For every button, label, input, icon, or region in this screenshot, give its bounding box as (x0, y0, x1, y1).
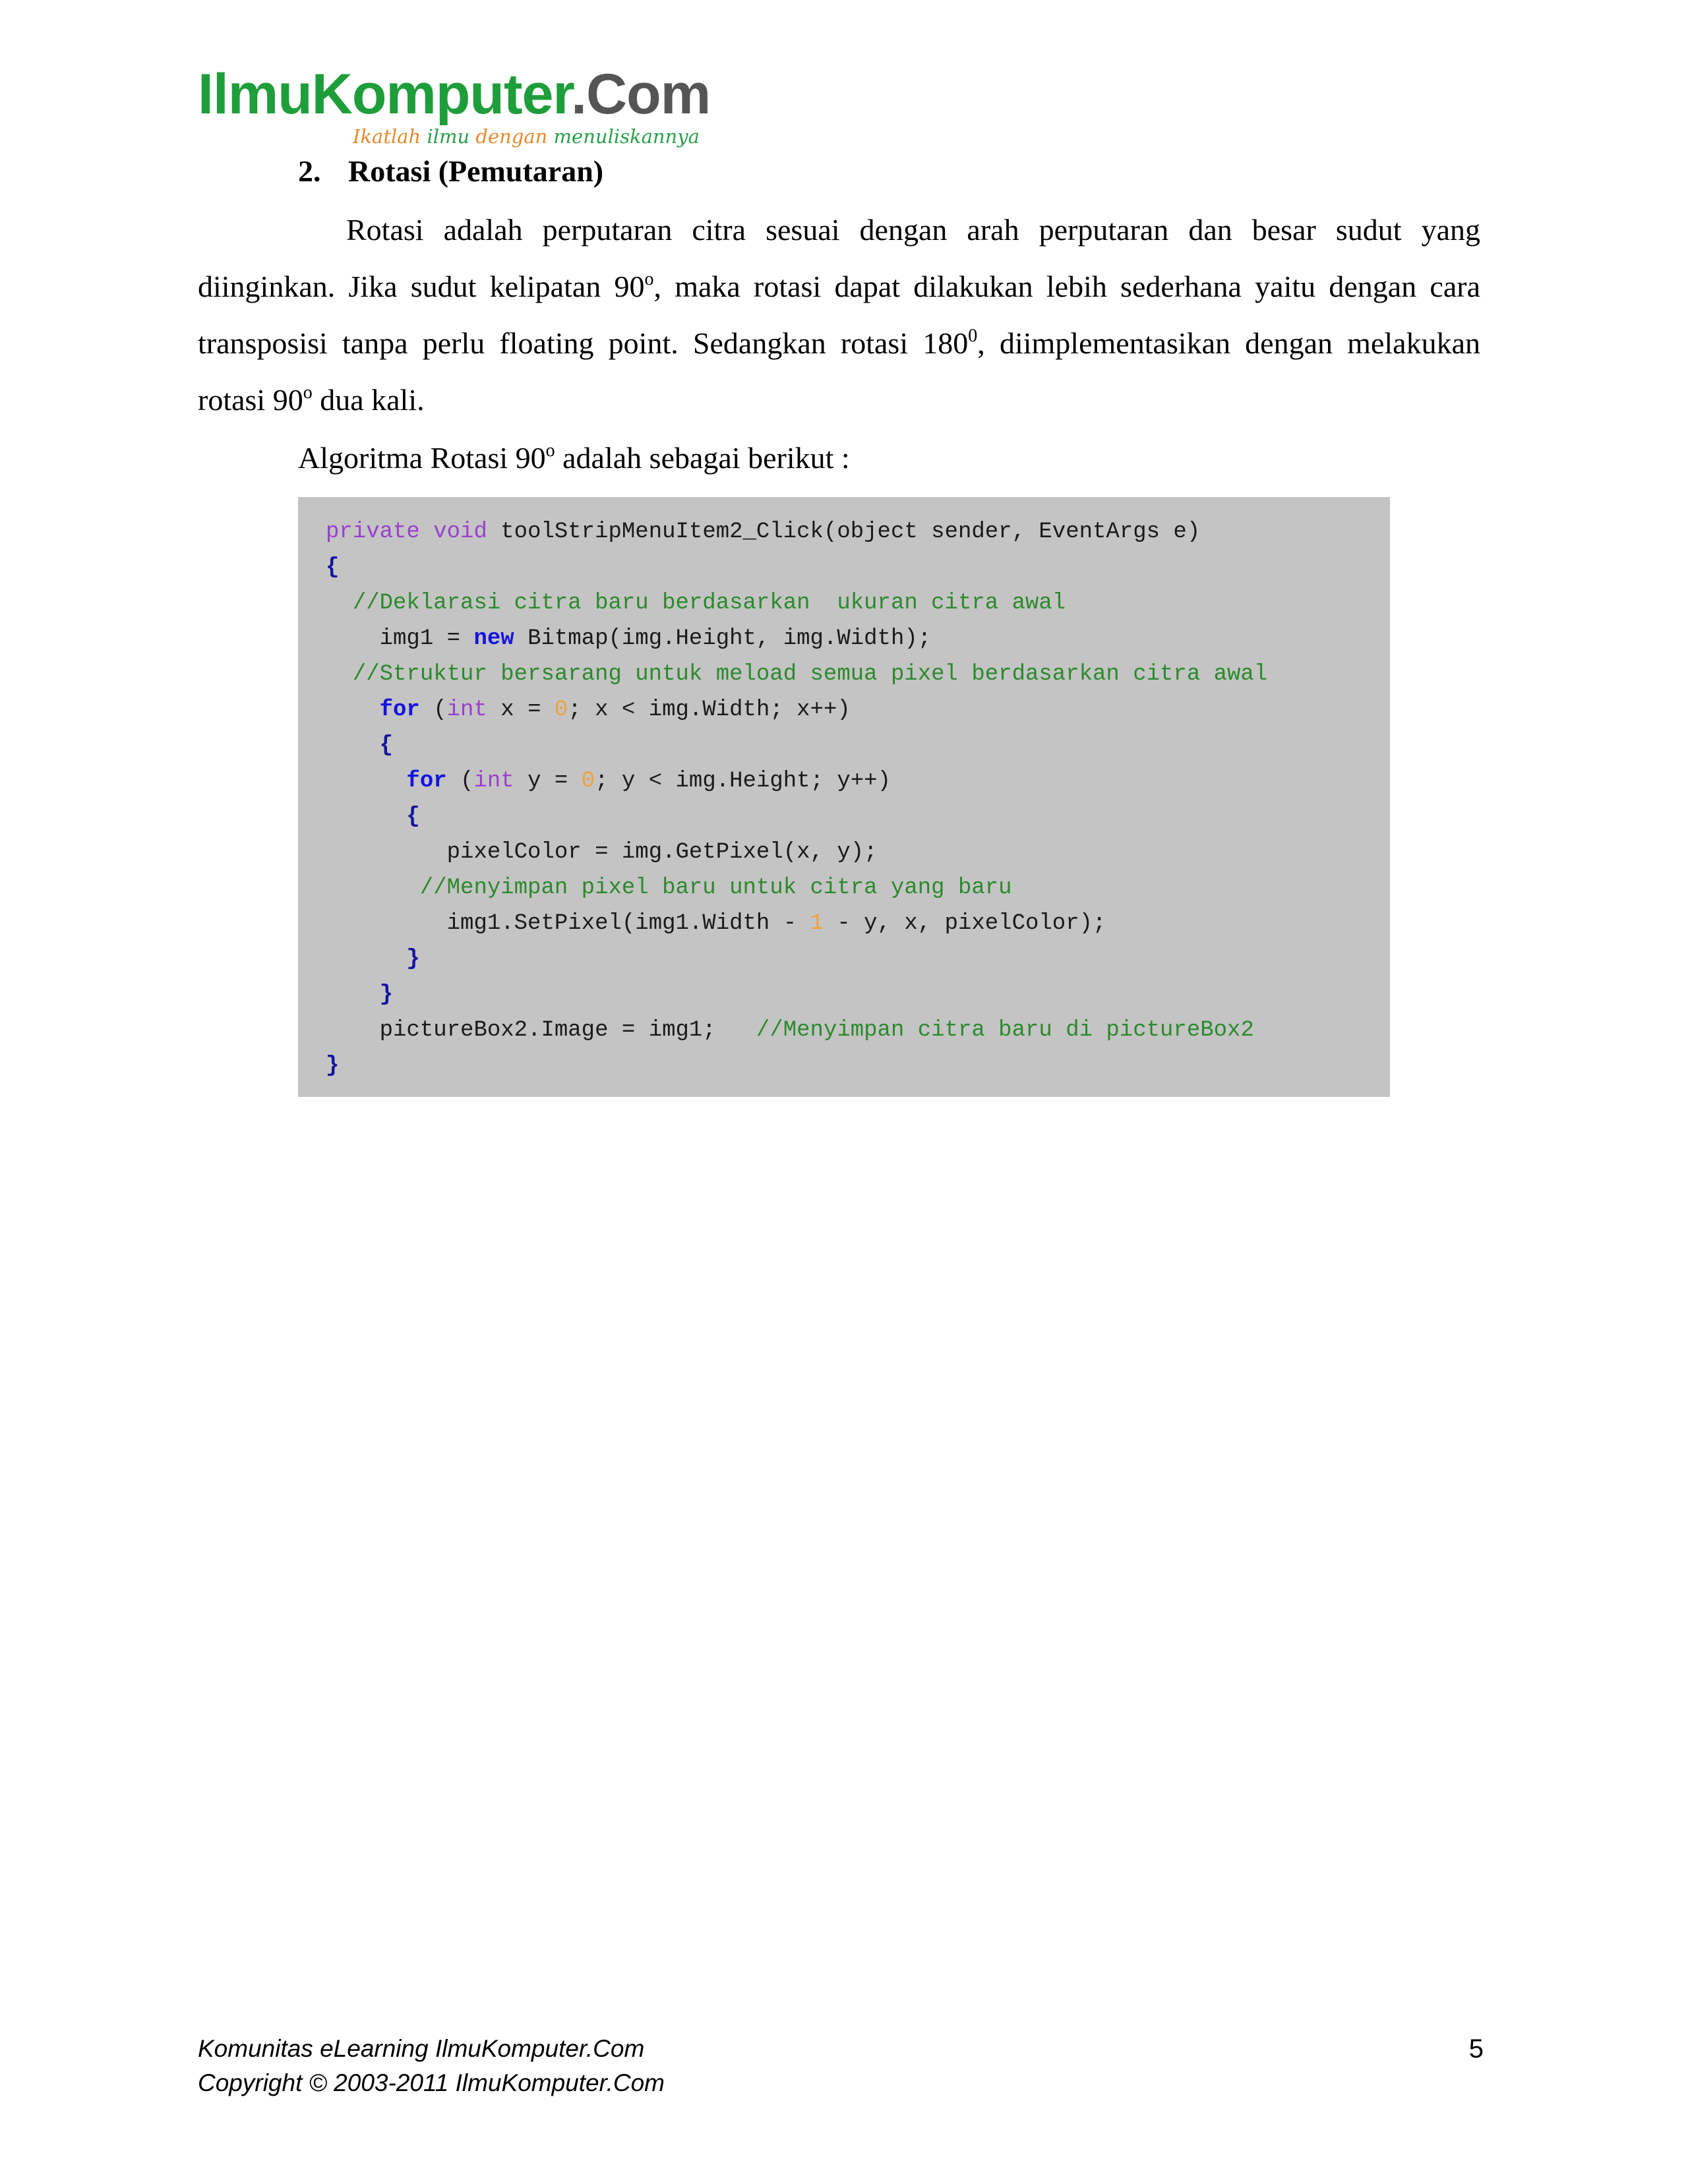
code-text: ( (419, 697, 447, 723)
body-paragraph (198, 202, 1480, 428)
section-title: Rotasi (Pemutaran) (348, 154, 604, 188)
code-keyword: int (446, 697, 487, 723)
code-text: x = (487, 697, 555, 723)
section-number: 2. (298, 154, 321, 188)
code-line (326, 977, 1390, 1013)
code-text: toolStripMenuItem2_Click(object sender, EventArgs e) (487, 519, 1201, 545)
code-number: 0 (554, 697, 568, 723)
code-brace: { (326, 555, 340, 580)
algorithm-intro-text: Algoritma Rotasi 90 (298, 441, 546, 475)
section-heading (298, 153, 603, 190)
superscript-degree: o (644, 269, 654, 289)
code-line (326, 728, 1390, 763)
code-text: img1.SetPixel(img1.Width - (446, 911, 810, 936)
code-brace: } (379, 982, 394, 1007)
logo-wordmark (198, 63, 711, 126)
paragraph-text: , diimplementasikan dengan melakukan rotasi 90 (198, 326, 1480, 417)
code-line (326, 514, 1390, 550)
algorithm-intro (298, 430, 850, 487)
logo-tagline-word: Ikatlah (353, 125, 421, 148)
page-number: 5 (1468, 2034, 1484, 2063)
code-brace: { (406, 804, 420, 829)
algorithm-intro-text: adalah sebagai berikut : (555, 441, 850, 475)
code-text: ( (446, 769, 474, 794)
code-brace: } (406, 947, 420, 972)
code-comment: //Menyimpan citra baru di pictureBox2 (756, 1018, 1254, 1043)
code-keyword: new (473, 626, 514, 651)
paragraph-text: , maka rotasi dapat dilakukan lebih sederhana yaitu dengan cara transposisi tanpa perlu floating point. Sedangkan rotasi 180 (198, 270, 1480, 360)
code-comment: //Deklarasi citra baru berdasarkan ukuran citra awal (352, 591, 1066, 616)
code-block (298, 497, 1390, 1097)
code-keyword: void (433, 519, 487, 545)
code-line (326, 657, 1390, 692)
superscript-degree: o (303, 382, 313, 403)
paragraph-text: dua kali. (312, 383, 425, 417)
logo-tagline-word: menuliskannya (553, 125, 700, 148)
code-comment: //Struktur bersarang untuk meload semua pixel berdasarkan citra awal (352, 662, 1268, 687)
code-line (326, 870, 1390, 906)
code-text: pictureBox2.Image = img1; (379, 1018, 756, 1043)
code-line (326, 906, 1390, 941)
code-text: y = (514, 769, 582, 794)
superscript-degree: 0 (968, 326, 978, 346)
code-text: - y, x, pixelColor); (823, 911, 1106, 936)
code-line (326, 1048, 1390, 1084)
code-text: Bitmap(img.Height, img.Width); (514, 626, 932, 651)
code-line (326, 941, 1390, 977)
code-brace: } (326, 1053, 340, 1078)
code-line (326, 692, 1390, 728)
page-footer (198, 2032, 665, 2100)
code-text: ; y < img.Height; y++) (595, 769, 891, 794)
code-line (326, 1013, 1390, 1048)
logo-wordmark-suffix: .Com (571, 63, 711, 126)
logo-tagline-word: ilmu (427, 125, 470, 148)
code-keyword: int (473, 769, 514, 794)
code-line (326, 550, 1390, 585)
paragraph-text: Rotasi adalah perputaran citra sesuai dengan arah perputaran dan besar sudut yang diinginkan. Jika sudut kelipatan 90 (198, 213, 1480, 303)
site-logo (198, 63, 711, 148)
code-comment: //Menyimpan pixel baru untuk citra yang baru (419, 875, 1012, 900)
code-line (326, 621, 1390, 657)
code-text: ; x < img.Width; x++) (568, 697, 851, 723)
code-keyword: for (406, 769, 447, 794)
footer-community: Komunitas eLearning IlmuKomputer.Com (198, 2035, 645, 2062)
code-line (326, 763, 1390, 799)
code-line (326, 585, 1390, 621)
code-line (326, 835, 1390, 870)
logo-tagline (353, 125, 700, 148)
code-brace: { (379, 733, 394, 758)
code-keyword: for (379, 697, 420, 723)
superscript-degree: o (545, 440, 555, 461)
logo-tagline-word: dengan (475, 125, 548, 148)
code-text: pixelColor = img.GetPixel(x, y); (446, 840, 878, 865)
code-text: img1 = (379, 626, 474, 651)
code-number: 0 (581, 769, 595, 794)
code-keyword: private (326, 519, 420, 545)
footer-copyright: Copyright © 2003-2011 IlmuKomputer.Com (198, 2069, 665, 2096)
logo-wordmark-main: IlmuKomputer (198, 63, 572, 126)
code-number: 1 (810, 911, 824, 936)
code-line (326, 799, 1390, 835)
